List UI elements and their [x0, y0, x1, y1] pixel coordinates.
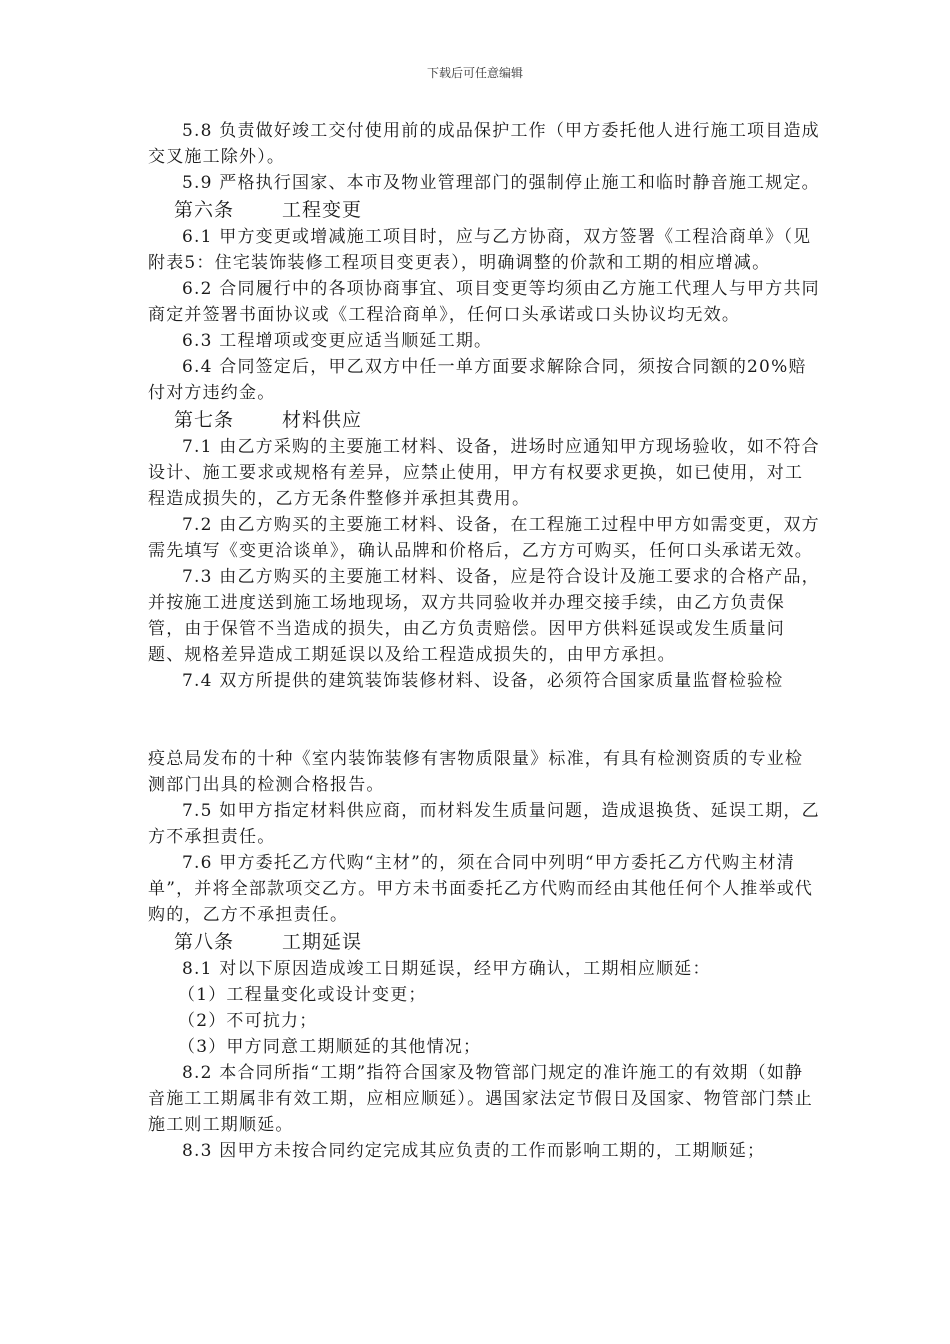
clause-paragraph: 7.5 如甲方指定材料供应商，而材料发生质量问题，造成退换货、延误工期，乙方不承担责任。 — [148, 801, 820, 847]
list-item: （3）甲方同意工期顺延的其他情况； — [178, 1037, 482, 1057]
list-item: （1）工程量变化或设计变更； — [178, 985, 427, 1005]
clause-paragraph: 5.8 负责做好竣工交付使用前的成品保护工作（甲方委托他人进行施工项目造成交叉施工除外）。 — [148, 121, 820, 167]
clause-paragraph: 7.2 由乙方购买的主要施工材料、设备，在工程施工过程中甲方如需变更，双方需先填写《变更洽谈单》，确认品牌和价格后，乙方方可购买，任何口头承诺无效。 — [148, 515, 820, 561]
clause-paragraph: 6.2 合同履行中的各项协商事宜、项目变更等均须由乙方施工代理人与甲方共同商定并签署书面协议或《工程洽商单》，任何口头承诺或口头协议均无效。 — [148, 279, 820, 325]
clause-paragraph: 7.1 由乙方采购的主要施工材料、设备，进场时应通知甲方现场验收，如不符合设计、施工要求或规格有差异，应禁止使用，甲方有权要求更换，如已使用，对工程造成损失的，乙方无条件整修并承担其费用。 — [148, 437, 820, 509]
section-title: 工期延误 — [282, 931, 363, 953]
clause-paragraph: 8.1 对以下原因造成竣工日期延误，经甲方确认，工期相应顺延： — [182, 959, 711, 979]
page-header — [0, 64, 950, 81]
section-heading — [148, 196, 820, 224]
clause-paragraph: 8.3 因甲方未按合同约定完成其应负责的工作而影响工期的，工期顺延； — [182, 1141, 766, 1161]
clause-paragraph: 7.6 甲方委托乙方代购“主材”的，须在合同中列明“甲方委托乙方代购主材清单”，并将全部款项交乙方。甲方未书面委托乙方代购而经由其他任何个人推举或代购的，乙方不承担责任。 — [148, 853, 814, 925]
page-gap — [148, 694, 820, 746]
clause-paragraph: 5.9 严格执行国家、本市及物业管理部门的强制停止施工和临时静音施工规定。 — [182, 173, 820, 193]
clause-paragraph: 8.2 本合同所指“工期”指符合国家及物管部门规定的准许施工的有效期（如静音施工工期属非有效工期，应相应顺延）。遇国家法定节假日及国家、物管部门禁止施工则工期顺延。 — [148, 1063, 813, 1135]
list-item: （2）不可抗力； — [178, 1011, 318, 1031]
header-text: 下载后可任意编辑 — [426, 66, 523, 80]
clause-paragraph: 疫总局发布的十种《室内装饰装修有害物质限量》标准，有具有检测资质的专业检测部门出具的检测合格报告。 — [148, 749, 804, 795]
section-heading — [148, 928, 820, 956]
section-number: 第七条 — [174, 409, 235, 431]
clause-paragraph: 7.3 由乙方购买的主要施工材料、设备，应是符合设计及施工要求的合格产品，并按施工进度送到施工场地现场，双方共同验收并办理交接手续，由乙方负责保管，由于保管不当造成的损失，由乙方负责赔偿。因甲方供料延误或发生质量问题、规格差异造成工期延误以及给工程造成损失的，由甲方承担。 — [148, 567, 820, 665]
section-number: 第八条 — [174, 931, 235, 953]
section-title: 工程变更 — [282, 199, 363, 221]
clause-paragraph: 6.1 甲方变更或增减施工项目时，应与乙方协商，双方签署《工程洽商单》（见附表5：住宅装饰装修工程项目变更表），明确调整的价款和工期的相应增减。 — [148, 227, 812, 273]
section-heading — [148, 406, 820, 434]
section-number: 第六条 — [174, 199, 235, 221]
document-body — [148, 118, 820, 1164]
clause-paragraph: 6.3 工程增项或变更应适当顺延工期。 — [182, 331, 493, 351]
section-title: 材料供应 — [282, 409, 363, 431]
clause-paragraph: 7.4 双方所提供的建筑装饰装修材料、设备，必须符合国家质量监督检验检 — [182, 671, 784, 691]
clause-paragraph: 6.4 合同签定后，甲乙双方中任一单方面要求解除合同，须按合同额的20%赔付对方违约金。 — [148, 357, 807, 403]
